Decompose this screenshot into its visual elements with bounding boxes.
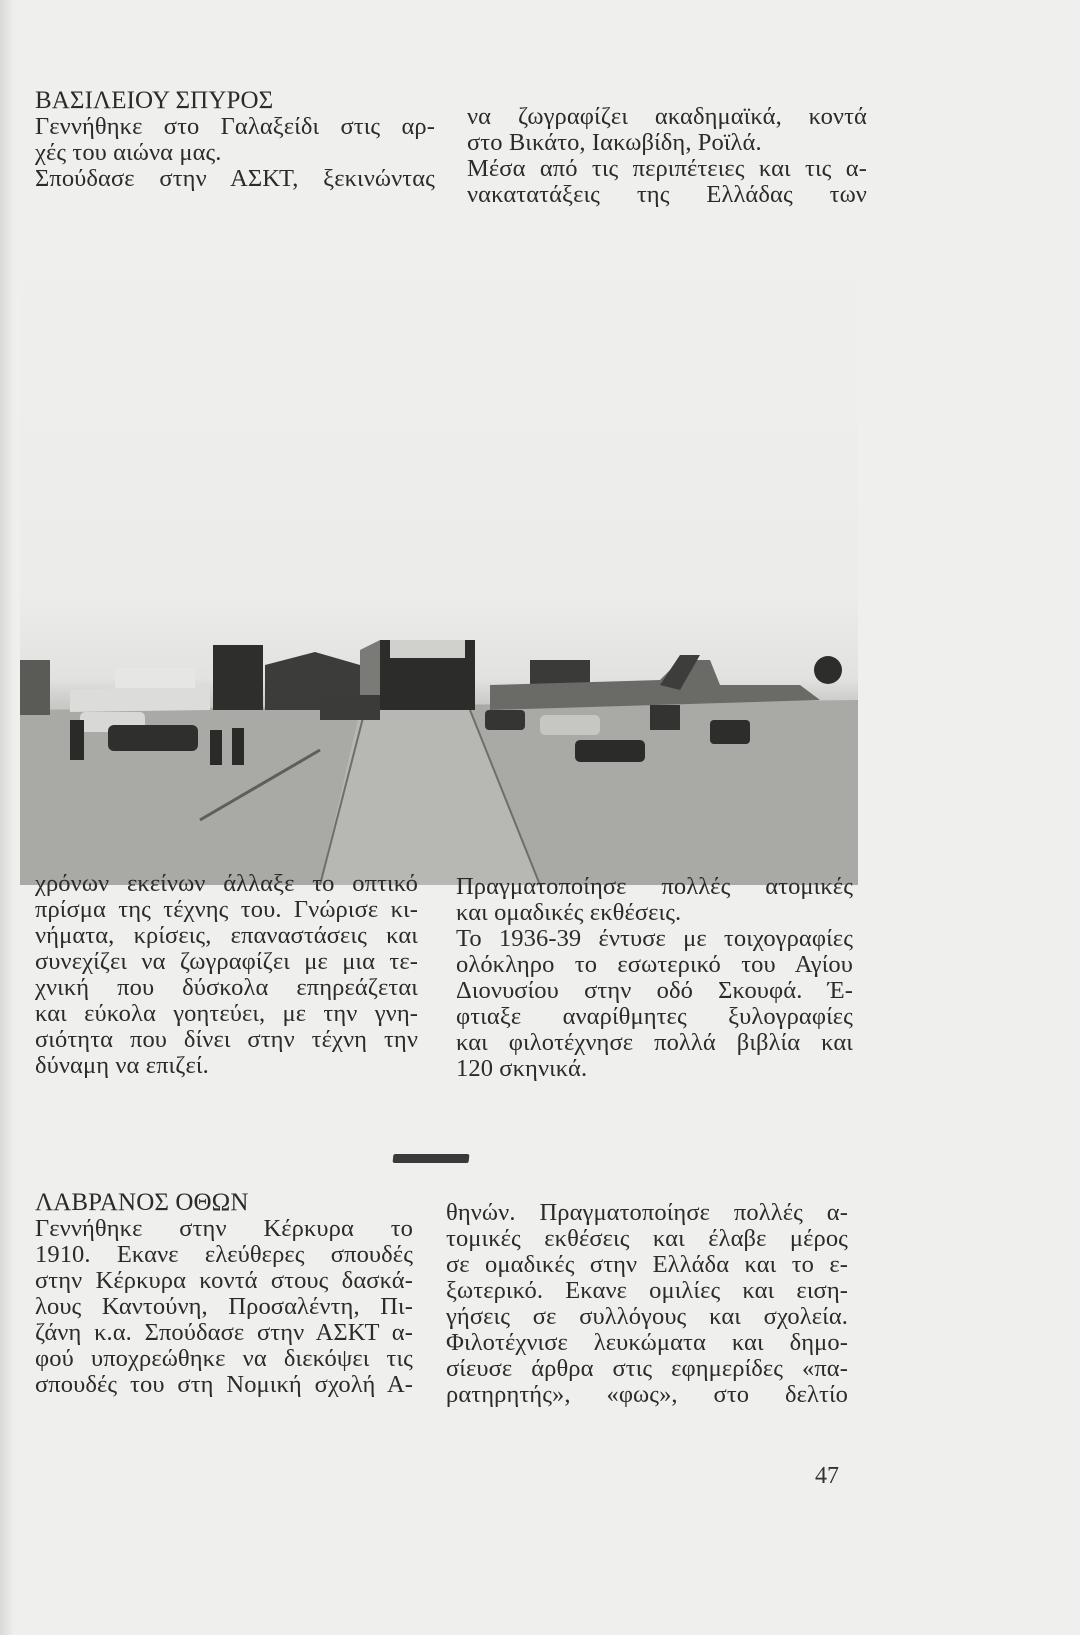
tree	[814, 656, 842, 684]
biography-vasileiou-right-top	[467, 104, 867, 208]
text-line: φτιαξε αναρίθμητες ξυλογραφίες	[456, 1003, 853, 1030]
text-line: Γεννήθηκε στο Γαλαξείδι στις αρ-	[35, 113, 435, 140]
biography-lavranos-left	[35, 1190, 413, 1398]
page-edge-shadow	[0, 0, 14, 1635]
text-line: σπουδές του στη Νομική σχολή Α-	[35, 1371, 413, 1398]
text-line: ολόκληρο το εσωτερικό του Αγίου	[456, 951, 853, 978]
text-line: στο Βικάτο, Ιακωβίδη, Ροϊλά.	[467, 129, 762, 156]
ferry-left-deck	[115, 668, 195, 688]
biography-vasileiou-left-top	[35, 88, 435, 192]
person	[210, 730, 222, 765]
text-line: και φιλοτέχνησε πολλά βιβλία και	[456, 1029, 853, 1056]
text-line: γήσεις σε συλλόγους και σχολεία.	[446, 1303, 848, 1330]
text-line: ζάνη κ.α. Σπούδασε στην ΑΣΚΤ α-	[35, 1319, 413, 1346]
text-line: σιότητα που δίνει στην τέχνη την	[35, 1026, 418, 1053]
text-line: 120 σκηνικά.	[456, 1055, 588, 1082]
text-line: Σπούδασε στην ΑΣΚΤ, ξεκινώντας	[35, 165, 435, 192]
biography-lavranos-right	[446, 1200, 848, 1408]
ferry-name-board	[390, 640, 465, 658]
car	[540, 715, 600, 735]
car	[575, 740, 645, 762]
text-line: θηνών. Πραγματοποίησε πολλές α-	[446, 1199, 848, 1226]
text-line: νήματα, κρίσεις, επαναστάσεις και	[35, 922, 418, 949]
artist-heading-vasileiou: ΒΑΣΙΛΕΙΟΥ ΣΠΥΡΟΣ	[35, 87, 274, 114]
harbour-photograph	[20, 240, 858, 885]
text-line: χρόνων εκείνων άλλαξε το οπτικό	[35, 870, 418, 897]
text-line: Πραγματοποίησε πολλές ατομικές	[456, 873, 853, 900]
text-line: στην Κέρκυρα κοντά στους δασκά-	[35, 1267, 413, 1294]
text-line: και εύκολα γοητεύει, με την γνη-	[35, 1000, 418, 1027]
text-line: χές του αιώνα μας.	[35, 139, 222, 166]
text-line: χνική που δύσκολα επηρεάζεται	[35, 974, 418, 1001]
crane-left	[20, 660, 50, 715]
text-line: Φιλοτέχνισε λευκώματα και δημο-	[446, 1329, 848, 1356]
text-line: ξωτερικό. Εκανε ομιλίες και ειση-	[446, 1277, 848, 1304]
text-line: Διονυσίου στην οδό Σκουφά. Έ-	[456, 977, 853, 1004]
text-line: να ζωγραφίζει ακαδημαϊκά, κοντά	[467, 103, 867, 130]
text-line: δύναμη να επιζεί.	[35, 1052, 209, 1079]
text-line: σε ομαδικές στην Ελλάδα και το ε-	[446, 1251, 848, 1278]
dark-wall	[213, 645, 263, 710]
car	[485, 710, 525, 730]
biography-vasileiou-right-bottom	[456, 874, 853, 1082]
section-divider-ornament	[393, 1154, 470, 1163]
text-line: συνεχίζει να ζωγραφίζει με μια τε-	[35, 948, 418, 975]
page-number: 47	[815, 1463, 839, 1489]
text-line: Το 1936-39 έντυσε με τοιχογραφίες	[456, 925, 853, 952]
person	[232, 728, 244, 765]
car	[710, 720, 750, 744]
text-line: 1910. Εκανε ελεύθερες σπουδές	[35, 1241, 413, 1268]
artist-heading-lavranos: ΛΑΒΡΑΝΟΣ ΟΘΩΝ	[35, 1189, 249, 1216]
person	[70, 720, 84, 760]
text-line: λους Καντούνη, Προσαλέντη, Πι-	[35, 1293, 413, 1320]
text-line: τομικές εκθέσεις και έλαβε μέρος	[446, 1225, 848, 1252]
crowd	[650, 705, 680, 730]
crowd	[320, 695, 380, 720]
text-line: φού υποχρεώθηκε να διεκόψει τις	[35, 1345, 413, 1372]
text-line: Μέσα από τις περιπέτειες και τις α-	[467, 155, 867, 182]
text-line: ρατηρητής», «φως», στο δελτίο	[446, 1381, 848, 1408]
text-line: και ομαδικές εκθέσεις.	[456, 899, 682, 926]
text-line: Γεννήθηκε στην Κέρκυρα το	[35, 1215, 413, 1242]
biography-vasileiou-left-bottom	[35, 871, 418, 1079]
text-line: νακατατάξεις της Ελλάδας των	[467, 181, 867, 208]
car	[108, 725, 198, 751]
ferry-left	[70, 685, 210, 712]
text-line: σίευσε άρθρα στις εφημερίδες «πα-	[446, 1355, 848, 1382]
harbour-photo-illustration	[20, 240, 858, 885]
text-line: πρίσμα της τέχνης του. Γνώρισε κι-	[35, 896, 418, 923]
